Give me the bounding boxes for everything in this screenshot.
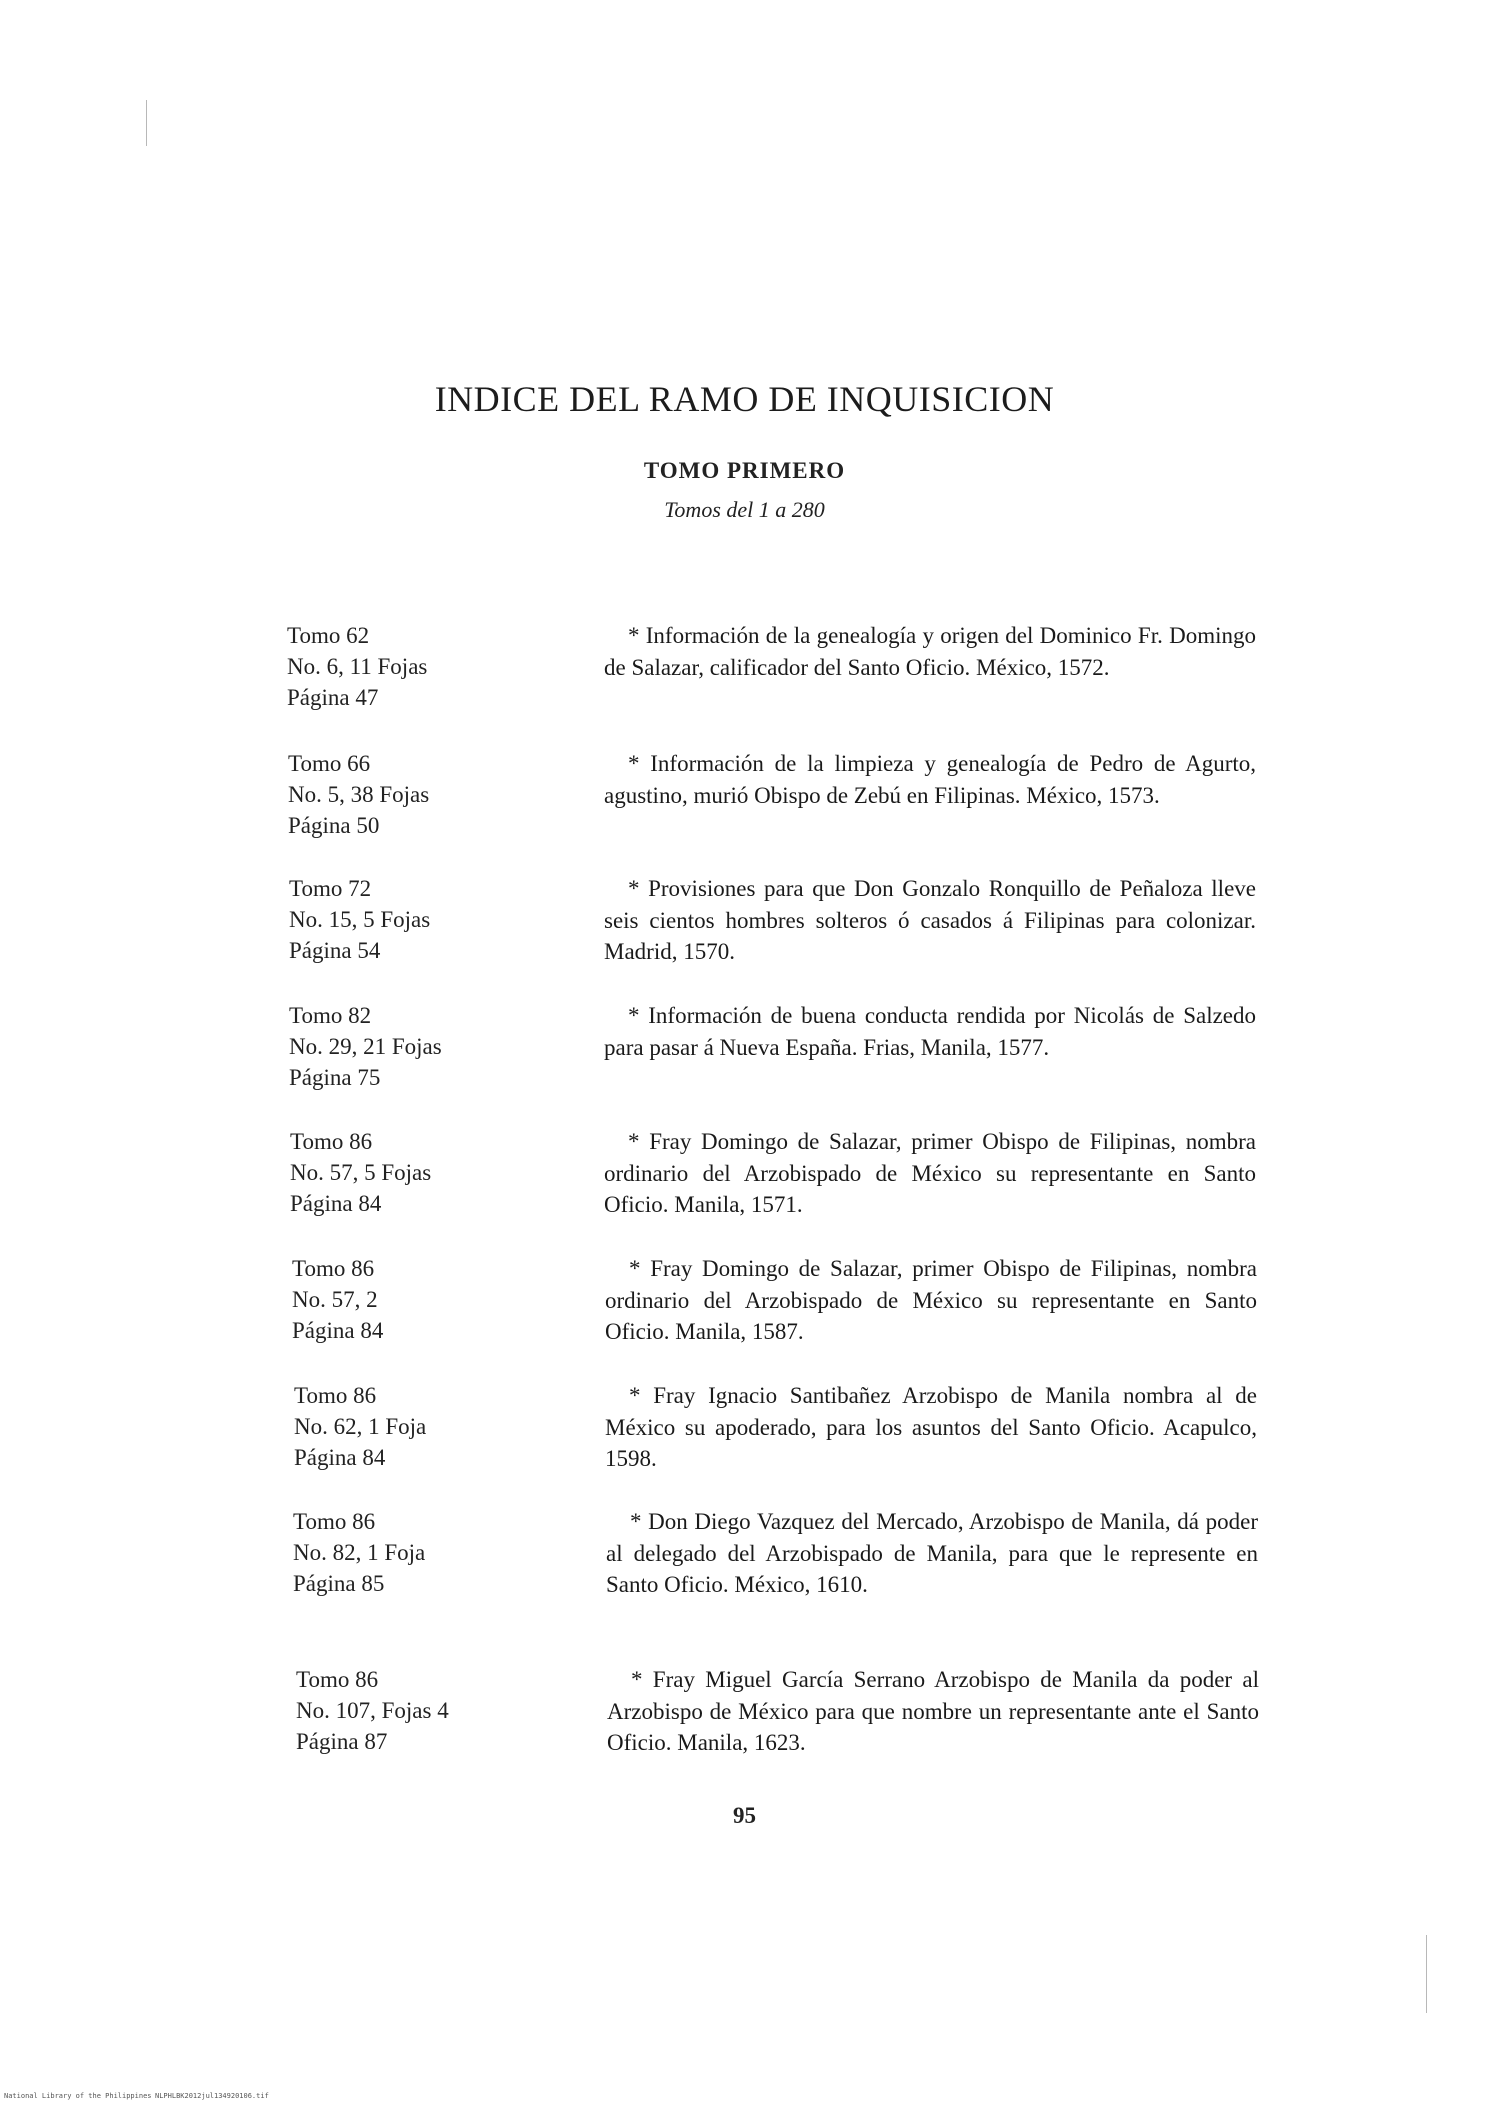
scan-mark-bottom-right [1426, 1935, 1427, 2013]
reference-line: No. 15, 5 Fojas [289, 907, 431, 932]
reference-line: No. 5, 38 Fojas [288, 782, 430, 807]
scan-mark-top-left [146, 100, 147, 146]
entry-reference [289, 873, 430, 966]
reference-line: Página 84 [292, 1318, 384, 1343]
entry-description-text: * Fray Miguel García Serrano Arzobispo de Manila da poder al Arzobispo de México para que nombre un representante ante el Santo Oficio. Manila, 1623. [607, 1667, 1259, 1755]
reference-line: Página 54 [289, 938, 381, 963]
entry-description-text: * Información de buena conducta rendida por Nicolás de Salzedo para pasar á Nueva España. Frias, Manila, 1577. [604, 1003, 1256, 1060]
entry-description [604, 1126, 1256, 1221]
volume-range: Tomos del 1 a 280 [664, 497, 825, 522]
entry-description-text: * Información de la genealogía y origen del Dominico Fr. Domingo de Salazar, calificador del Santo Oficio. México, 1572. [604, 623, 1256, 680]
entry-description [604, 748, 1256, 811]
entry-description [607, 1664, 1259, 1759]
reference-line: Tomo 86 [292, 1256, 375, 1281]
reference-line: No. 29, 21 Fojas [289, 1034, 442, 1059]
entry-reference [293, 1506, 425, 1599]
entry-reference [294, 1380, 426, 1473]
entry-reference [290, 1126, 431, 1219]
reference-line: Tomo 66 [288, 751, 371, 776]
reference-line: Página 87 [296, 1729, 388, 1754]
reference-line: Tomo 86 [293, 1509, 376, 1534]
reference-line: No. 6, 11 Fojas [287, 654, 428, 679]
entry-reference [288, 748, 429, 841]
reference-line: No. 62, 1 Foja [294, 1414, 427, 1439]
reference-line: No. 57, 5 Fojas [290, 1160, 432, 1185]
reference-line: No. 82, 1 Foja [293, 1540, 426, 1565]
reference-line: Página 84 [290, 1191, 382, 1216]
reference-line: Tomo 62 [287, 623, 370, 648]
reference-line: Página 47 [287, 685, 379, 710]
reference-line: Tomo 86 [290, 1129, 373, 1154]
page-title: INDICE DEL RAMO DE INQUISICION [434, 379, 1055, 419]
reference-line: Tomo 86 [296, 1667, 379, 1692]
reference-line: Tomo 72 [289, 876, 372, 901]
footer-library-credit: National Library of the Philippines [4, 2092, 152, 2100]
entry-reference [287, 620, 427, 713]
entry-description-text: * Fray Ignacio Santibañez Arzobispo de Manila nombra al de México su apoderado, para los asuntos del Santo Oficio. Acapulco, 1598. [605, 1383, 1257, 1471]
entry-description-text: * Fray Domingo de Salazar, primer Obispo de Filipinas, nombra ordinario del Arzobispado de México su representante en Santo Oficio. Manila, 1587. [605, 1256, 1257, 1344]
entry-description [605, 1253, 1257, 1348]
reference-line: Página 50 [288, 813, 380, 838]
entry-description-text: * Don Diego Vazquez del Mercado, Arzobispo de Manila, dá poder al delegado del Arzobispado de Manila, para que le represente en Santo Oficio. México, 1610. [606, 1509, 1258, 1597]
volume-heading: TOMO PRIMERO [643, 458, 846, 483]
entry-description [604, 620, 1256, 683]
reference-line: Tomo 82 [289, 1003, 372, 1028]
entry-description [604, 1000, 1256, 1063]
reference-line: No. 107, Fojas 4 [296, 1698, 449, 1723]
reference-line: No. 57, 2 [292, 1287, 378, 1312]
reference-line: Tomo 86 [294, 1383, 377, 1408]
reference-line: Página 84 [294, 1445, 386, 1470]
entry-description [604, 873, 1256, 968]
entry-description [605, 1380, 1257, 1475]
entry-description-text: * Información de la limpieza y genealogía de Pedro de Agurto, agustino, murió Obispo de Zebú en Filipinas. México, 1573. [604, 751, 1256, 808]
entry-reference [296, 1664, 449, 1757]
entry-reference [289, 1000, 442, 1093]
page-number: 95 [733, 1803, 756, 1828]
entry-description-text: * Fray Domingo de Salazar, primer Obispo de Filipinas, nombra ordinario del Arzobispado de México su representante en Santo Oficio. Manila, 1571. [604, 1129, 1256, 1217]
entry-description [606, 1506, 1258, 1601]
reference-line: Página 75 [289, 1065, 381, 1090]
footer-file-name: NLPHLBK2012jul134920106.tif [155, 2092, 269, 2100]
entry-description-text: * Provisiones para que Don Gonzalo Ronquillo de Peñaloza lleve seis cientos hombres solteros ó casados á Filipinas para colonizar. Madrid, 1570. [604, 876, 1256, 964]
entry-reference [292, 1253, 383, 1346]
reference-line: Página 85 [293, 1571, 385, 1596]
